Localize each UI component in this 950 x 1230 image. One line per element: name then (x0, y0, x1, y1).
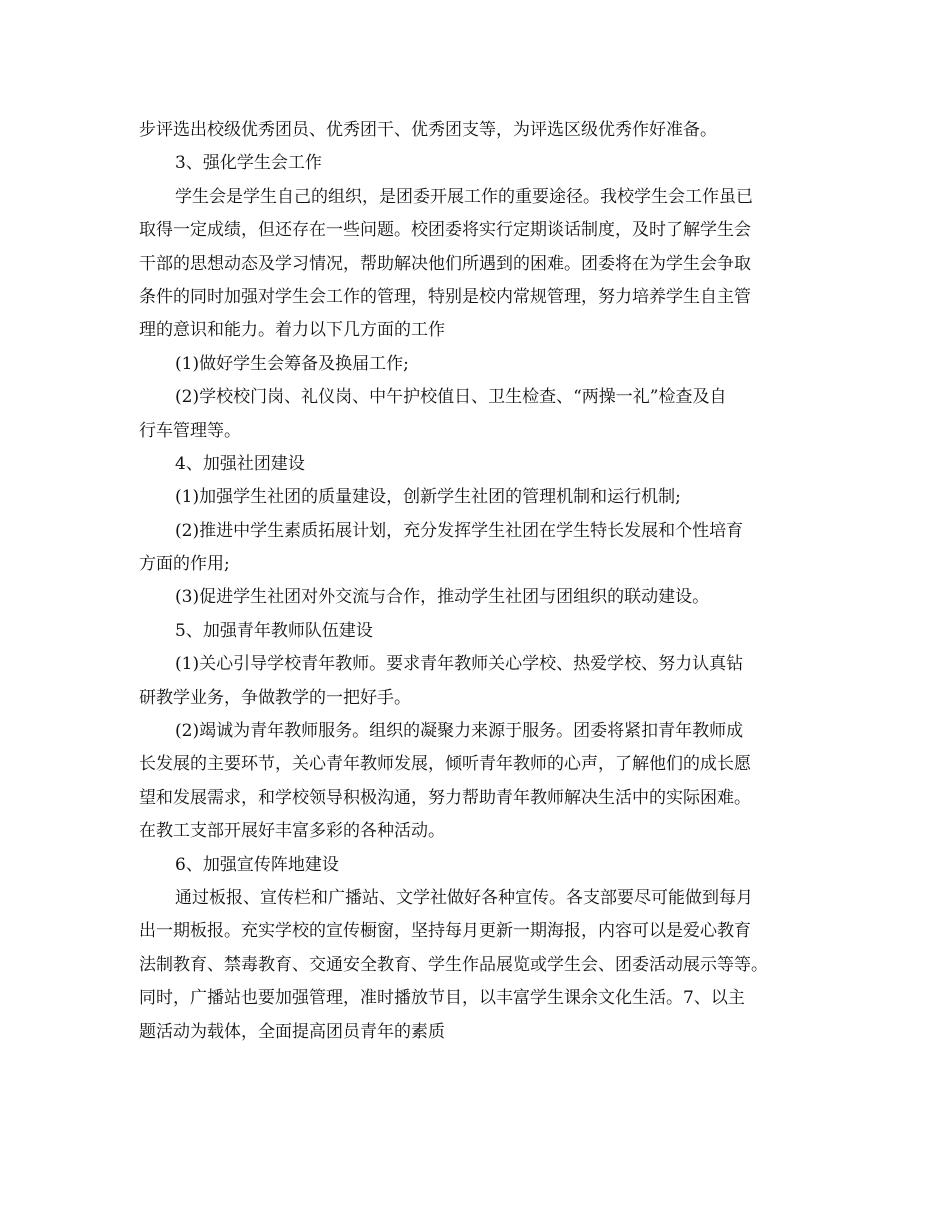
section-heading: 3、强化学生会工作 (175, 153, 322, 174)
text-line: 步评选出校级优秀团员、优秀团干、优秀团支等，为评选区级优秀作好准备。 (139, 120, 717, 140)
text-line: 通过板报、宣传栏和广播站、文学社做好各种宣传。各支部要尽可能做到每月 (175, 887, 753, 908)
text-line: 干部的思想动态及学习情况，帮助解决他们所遇到的困难。团委将在为学生会争取 (139, 253, 751, 274)
section-heading: 4、加强社团建设 (175, 453, 305, 474)
list-item: (2)学校校门岗、礼仪岗、中午护校值日、卫生检查、“两操一礼”检查及自 (175, 387, 727, 408)
list-item: (2)推进中学生素质拓展计划，充分发挥学生社团在学生特长发展和个性培育 (175, 520, 744, 541)
section-heading: 6、加强宣传阵地建设 (175, 854, 339, 875)
text-line: 取得一定成绩，但还存在一些问题。校团委将实行定期谈话制度，及时了解学生会 (139, 220, 751, 241)
text-line: 题活动为载体，全面提高团员青年的素质 (139, 1021, 445, 1042)
text-line: 研教学业务，争做教学的一把好手。 (139, 687, 411, 708)
text-line: 在教工支部开展好丰富多彩的各种活动。 (139, 821, 445, 842)
text-line: 方面的作用; (139, 554, 230, 575)
text-line: 理的意识和能力。着力以下几方面的工作 (139, 320, 445, 341)
text-line: 学生会是学生自己的组织，是团委开展工作的重要途径。我校学生会工作虽已 (175, 186, 753, 207)
text-line: 出一期板报。充实学校的宣传橱窗，坚持每月更新一期海报，内容可以是爱心教育 (139, 921, 751, 942)
list-item: (2)竭诚为青年教师服务。组织的凝聚力来源于服务。团委将紧扣青年教师成 (175, 721, 744, 742)
text-line: 行车管理等。 (139, 420, 241, 441)
text-line: 法制教育、禁毒教育、交通安全教育、学生作品展览或学生会、团委活动展示等等。 (139, 954, 768, 975)
text-line: 同时，广播站也要加强管理，准时播放节目，以丰富学生课余文化生活。7、以主 (139, 988, 745, 1009)
list-item: (3)促进学生社团对外交流与合作，推动学生社团与团组织的联动建设。 (175, 587, 710, 608)
text-line: 望和发展需求，和学校领导积极沟通，努力帮助青年教师解决生活中的实际困难。 (139, 787, 751, 808)
section-heading: 5、加强青年教师队伍建设 (175, 620, 373, 641)
document-body (139, 114, 819, 1049)
list-item: (1)关心引导学校青年教师。要求青年教师关心学校、热爱学校、努力认真钻 (175, 654, 744, 675)
list-item: (1)做好学生会筹备及换届工作; (175, 353, 409, 374)
text-line: 条件的同时加强对学生会工作的管理，特别是校内常规管理，努力培养学生自主管 (139, 286, 751, 307)
list-item: (1)加强学生社团的质量建设，创新学生社团的管理机制和运行机制; (175, 487, 681, 508)
text-line: 长发展的主要环节，关心青年教师发展，倾听青年教师的心声，了解他们的成长愿 (139, 754, 751, 775)
